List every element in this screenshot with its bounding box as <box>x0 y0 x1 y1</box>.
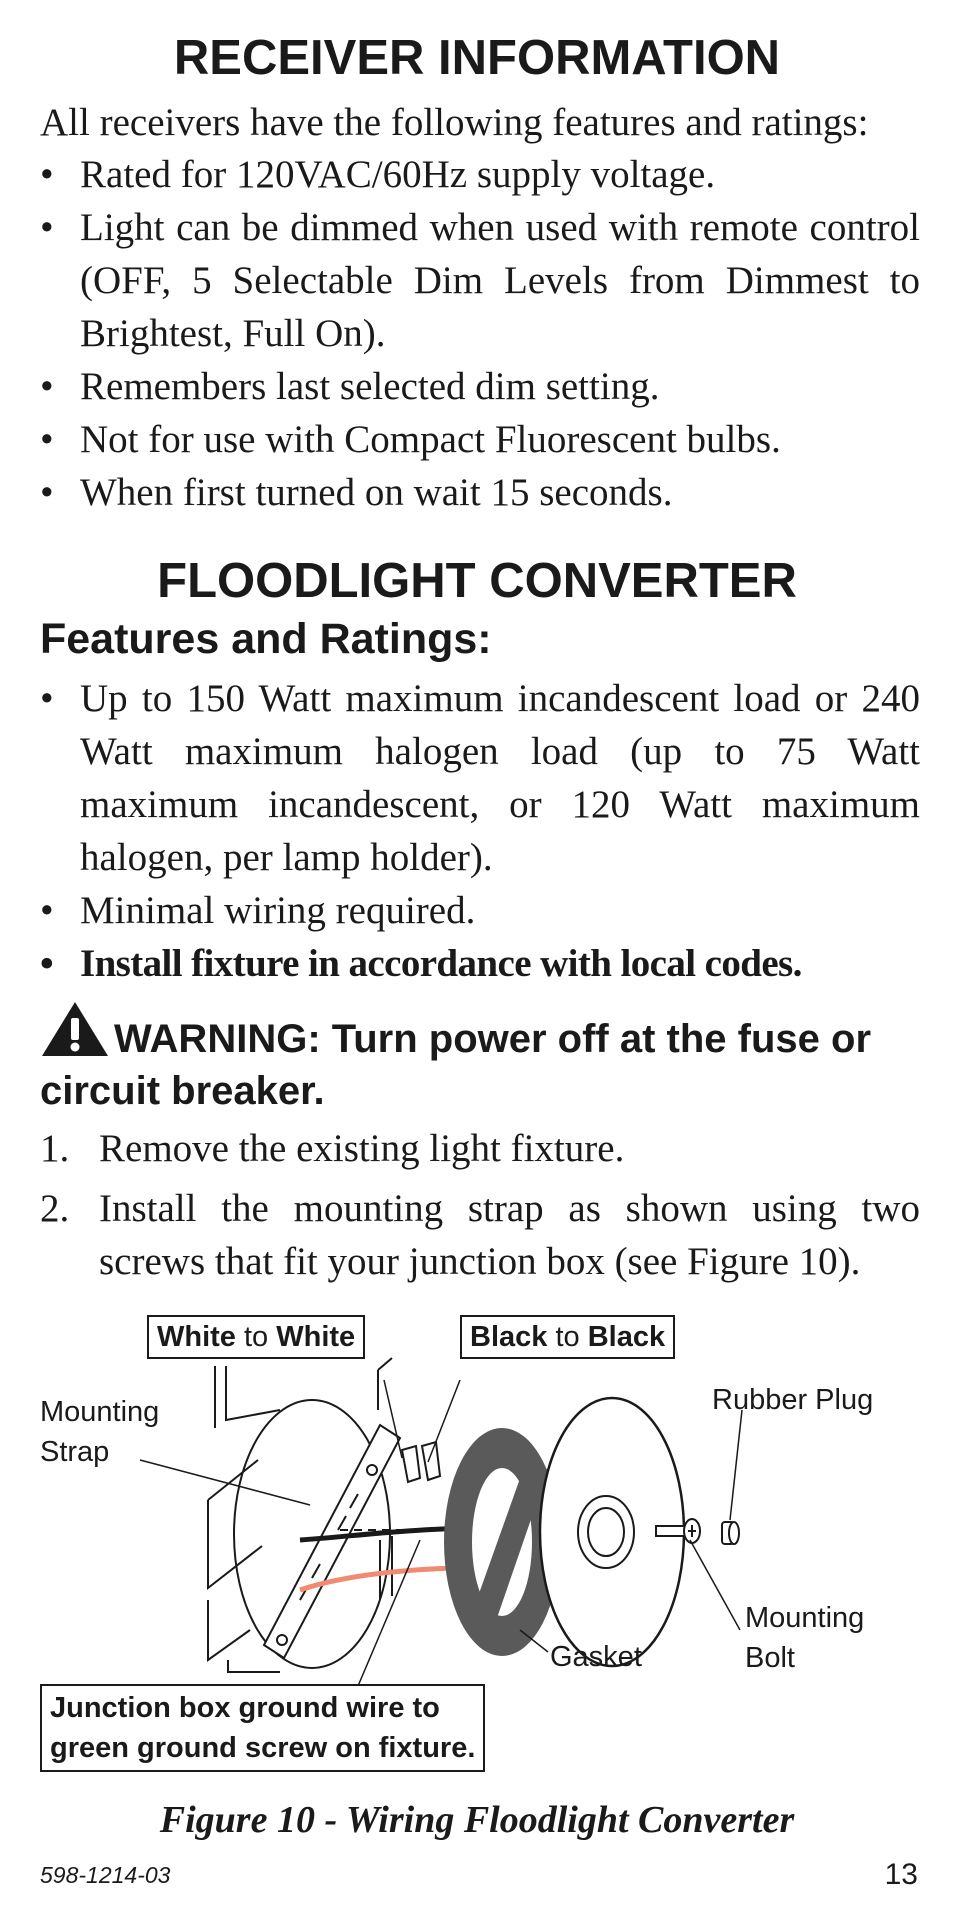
callout-white-to-white: White to White <box>147 1315 365 1359</box>
wire-nuts <box>402 1442 440 1482</box>
floodlight-feature-list <box>40 672 920 990</box>
features-subtitle: Features and Ratings: <box>40 615 492 663</box>
list-item: • Install fixture in accordance with local codes. <box>40 942 802 985</box>
list-item: • Remembers last selected dim setting. <box>40 365 660 408</box>
callout-black-to-black: Black to Black <box>460 1315 675 1359</box>
install-steps <box>40 1122 920 1288</box>
receiver-title: RECEIVER INFORMATION <box>173 31 781 85</box>
rubber-plug-shape <box>722 1522 739 1544</box>
callout-ground-wire: Junction box ground wire to green ground screw on fixture. <box>40 1684 485 1772</box>
label-mounting-bolt: Mounting Bolt <box>745 1602 865 1674</box>
figure-caption: Figure 10 - Wiring Floodlight Converter <box>159 1799 795 1841</box>
page-number: 13 <box>884 1858 918 1891</box>
list-item: • Up to 150 Watt maximum incandescent load or 240 Watt maximum halogen load (up to 75 Watt maximum incandescent, or 120 Watt maximum halogen, per lamp holder). <box>40 677 920 879</box>
list-item: • When first turned on wait 15 seconds. <box>40 471 673 514</box>
warning-notice <box>40 1000 920 1117</box>
warning-text: WARNING: Turn power off at the fuse or circuit breaker. <box>40 1017 872 1113</box>
floodlight-title: FLOODLIGHT CONVERTER <box>157 554 797 608</box>
list-item: • Minimal wiring required. <box>40 889 476 932</box>
wiring-figure <box>0 1300 954 1790</box>
list-item: • Rated for 120VAC/60Hz supply voltage. <box>40 153 716 196</box>
label-rubber-plug: Rubber Plug <box>712 1384 874 1416</box>
list-item: 1. Remove the existing light fixture. <box>40 1127 625 1170</box>
label-mounting-strap: Mounting Strap <box>40 1396 160 1468</box>
list-item: • Light can be dimmed when used with remote control (OFF, 5 Selectable Dim Levels from Dimmest to Brightest, Full On). <box>40 206 920 355</box>
receiver-feature-list <box>40 148 920 519</box>
list-item: 2. Install the mounting strap as shown using two screws that fit your junction box (see Figure 10). <box>40 1187 920 1283</box>
list-item: • Not for use with Compact Fluorescent bulbs. <box>40 418 781 461</box>
document-code: 598-1214-03 <box>40 1862 171 1888</box>
label-gasket: Gasket <box>550 1641 642 1673</box>
receiver-intro: All receivers have the following features and ratings: <box>40 101 869 144</box>
warning-triangle-icon <box>40 1000 110 1058</box>
